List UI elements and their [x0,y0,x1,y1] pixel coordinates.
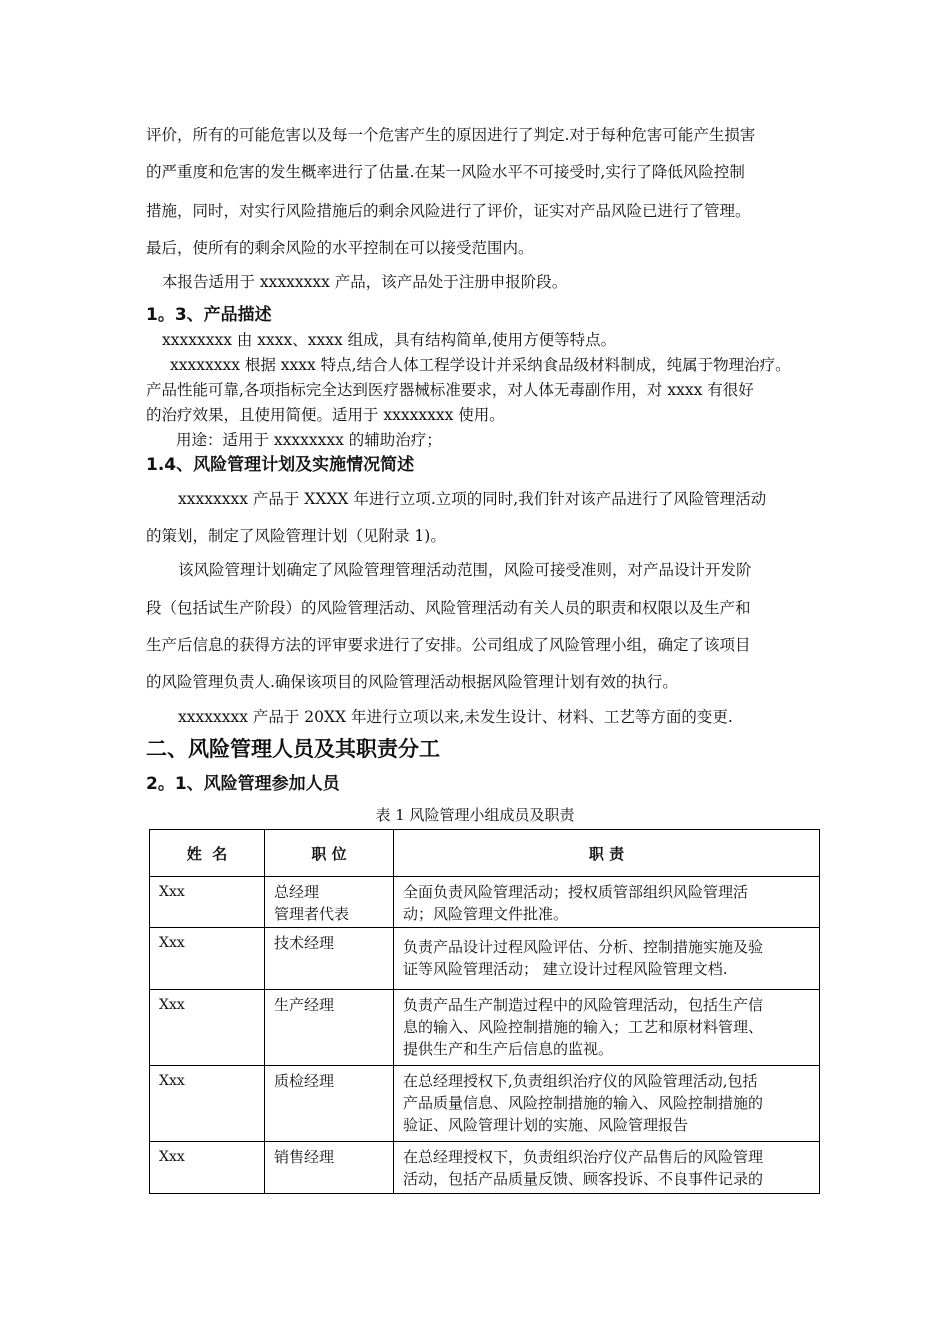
duty-line: 全面负责风险管理活动；授权质管部组织风险管理活 [403,883,749,901]
paragraph-line: 的严重度和危害的发生概率进行了估量.在某一风险水平不可接受时,实行了降低风险控制 [146,163,745,181]
table-row [150,877,820,928]
plan-summary-line: xxxxxxxx 产品于 20XX 年进行立项以来,未发生设计、材料、工艺等方面的变更. [178,708,733,726]
risk-team-table [149,829,820,1194]
duty-line: 在总经理授权下，负责组织治疗仪产品售后的风险管理 [403,1148,764,1166]
chapter-heading-2: 二、风险管理人员及其职责分工 [146,737,440,761]
member-position [265,877,394,928]
position-line: 质检经理 [274,1072,335,1090]
plan-summary-line: 段（包括试生产阶段）的风险管理活动、风险管理活动有关人员的职责和权限以及生产和 [146,599,751,617]
member-duty [394,928,820,990]
section-heading-1-3: 1。3、产品描述 [146,305,272,325]
position-line: 生产经理 [274,996,335,1014]
position-line: 管理者代表 [274,905,350,923]
member-name: Xxx [150,1066,265,1142]
duty-line: 在总经理授权下,负责组织治疗仪的风险管理活动,包括 [403,1072,758,1090]
product-description-line: xxxxxxxx 根据 xxxx 特点,结合人体工程学设计并采纳食品级材料制成，纯属于物理治疗。 [170,356,791,374]
duty-line: 负责产品生产制造过程中的风险管理活动，包括生产信 [403,996,764,1014]
member-name: Xxx [150,1142,265,1194]
position-line: 技术经理 [274,934,335,952]
column-header-duty: 职 责 [394,830,820,877]
duty-line: 产品质量信息、风险控制措施的输入、风险控制措施的 [403,1094,764,1112]
member-position [265,990,394,1066]
duty-line: 负责产品设计过程风险评估、分析、控制措施实施及验 [403,938,764,956]
product-description-line: 产品性能可靠,各项指标完全达到医疗器械标准要求，对人体无毒副作用，对 xxxx 有很好 [146,381,754,399]
paragraph-line: 最后，使所有的剩余风险的水平控制在可以接受范围内。 [146,239,534,257]
plan-summary-line: xxxxxxxx 产品于 XXXX 年进行立项.立项的同时,我们针对该产品进行了风险管理活动 [178,490,767,508]
duty-line: 验证、风险管理计划的实施、风险管理报告 [403,1116,689,1134]
table-row [150,1142,820,1194]
table-header-row [150,830,820,877]
member-position [265,1066,394,1142]
member-position [265,928,394,990]
member-position [265,1142,394,1194]
paragraph-line: 评价，所有的可能危害以及每一个危害产生的原因进行了判定.对于每种危害可能产生损害 [146,126,756,144]
member-name: Xxx [150,990,265,1066]
product-description-line: xxxxxxxx 由 xxxx、xxxx 组成，具有结构简单,使用方便等特点。 [162,331,617,349]
section-heading-1-4: 1.4、风险管理计划及实施情况简述 [146,455,415,475]
plan-summary-line: 该风险管理计划确定了风险管理管理活动范围，风险可接受准则，对产品设计开发阶 [178,561,752,579]
member-duty [394,1142,820,1194]
member-duty [394,990,820,1066]
duty-line: 证等风险管理活动； 建立设计过程风险管理文档. [403,960,728,978]
column-header-name: 姓 名 [150,830,265,877]
member-name: Xxx [150,928,265,990]
member-duty [394,1066,820,1142]
table-caption: 表 1 风险管理小组成员及职责 [375,806,575,824]
plan-summary-line: 的策划，制定了风险管理计划（见附录 1)。 [146,527,446,545]
duty-line: 息的输入、风险控制措施的输入；工艺和原材料管理、 [403,1018,764,1036]
scope-statement: 本报告适用于 xxxxxxxx 产品，该产品处于注册申报阶段。 [162,273,568,291]
duty-line: 提供生产和生产后信息的监视。 [403,1040,614,1058]
product-usage-line: 用途：适用于 xxxxxxxx 的辅助治疗； [176,431,442,449]
paragraph-line: 措施，同时，对实行风险措施后的剩余风险进行了评价，证实对产品风险已进行了管理。 [146,202,751,220]
section-heading-2-1: 2。1、风险管理参加人员 [146,774,340,794]
product-description-line: 的治疗效果，且使用简便。适用于 xxxxxxxx 使用。 [146,406,505,424]
column-header-position: 职 位 [265,830,394,877]
duty-line: 活动，包括产品质量反馈、顾客投诉、不良事件记录的 [403,1170,764,1188]
position-line: 总经理 [274,883,320,901]
plan-summary-line: 生产后信息的获得方法的评审要求进行了安排。公司组成了风险管理小组，确定了该项目 [146,636,751,654]
plan-summary-line: 的风险管理负责人.确保该项目的风险管理活动根据风险管理计划有效的执行。 [146,673,678,691]
duty-line: 动；风险管理文件批准。 [403,905,569,923]
table-row [150,1066,820,1142]
table-row [150,928,820,990]
table-row [150,990,820,1066]
member-duty [394,877,820,928]
member-name: Xxx [150,877,265,928]
position-line: 销售经理 [274,1148,335,1166]
